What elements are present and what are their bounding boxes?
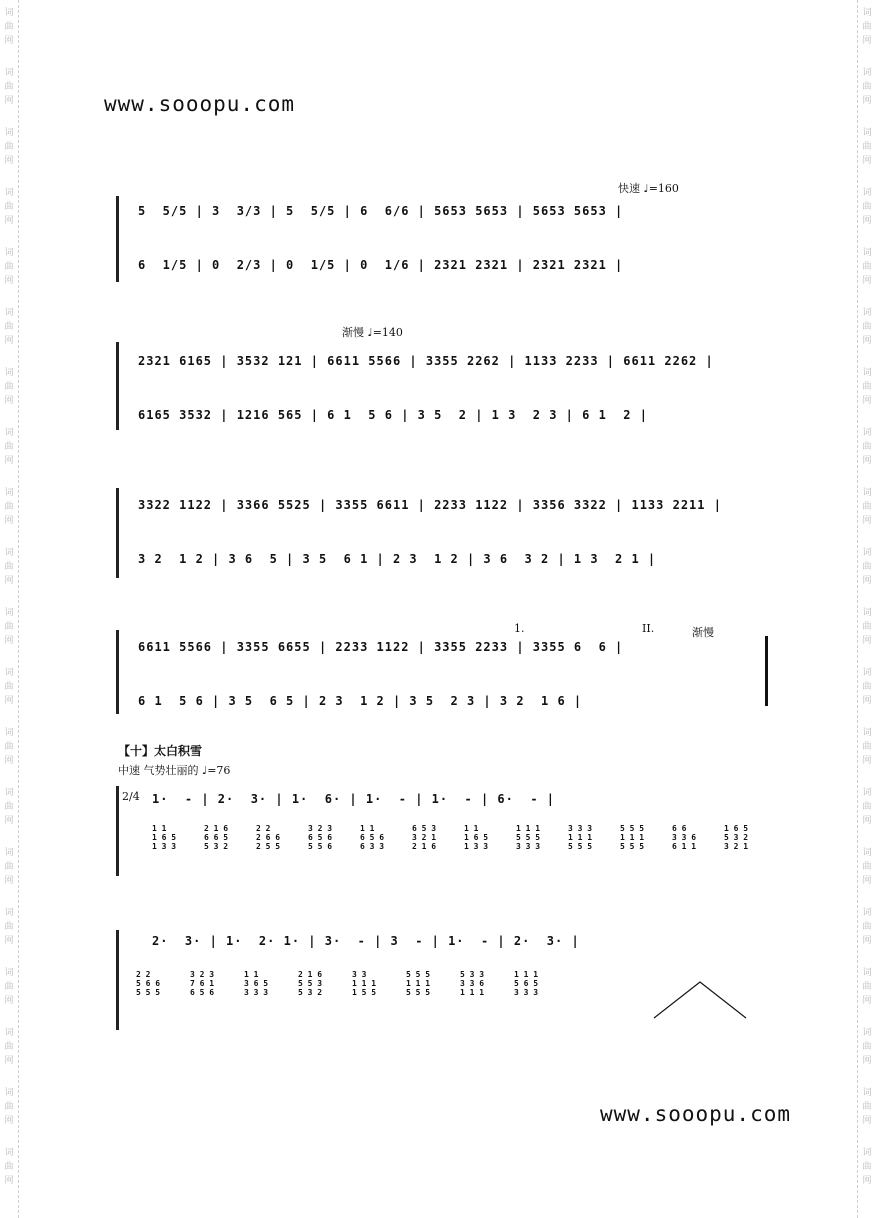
lower-staff-line: 6 1 5 6 | 3 5 6 5 | 2 3 1 2 | 3 5 2 3 | 3 2 1 6 | bbox=[138, 694, 583, 708]
watermark-glyph: 词 bbox=[4, 728, 14, 738]
watermark-glyph: 词 bbox=[862, 428, 872, 438]
watermark-glyph: 词 bbox=[4, 8, 14, 18]
volta-first-ending: 1. bbox=[514, 622, 525, 635]
score-system-5 bbox=[122, 786, 768, 876]
watermark-glyph: 曲 bbox=[4, 202, 14, 212]
watermark-glyph: 词 bbox=[862, 728, 872, 738]
watermark-glyph: 网 bbox=[4, 996, 14, 1006]
watermark-glyph: 词 bbox=[4, 188, 14, 198]
watermark-glyph: 曲 bbox=[862, 202, 872, 212]
volta-second-ending: II. bbox=[642, 622, 655, 635]
watermark-glyph: 曲 bbox=[862, 982, 872, 992]
chord-stack: 3 3 3 1 1 1 5 5 5 bbox=[568, 824, 593, 851]
watermark-glyph: 词 bbox=[862, 968, 872, 978]
watermark-glyph: 词 bbox=[862, 368, 872, 378]
system-brace bbox=[116, 630, 123, 714]
watermark-glyph: 网 bbox=[4, 696, 14, 706]
watermark-glyph: 网 bbox=[4, 1176, 14, 1186]
site-url-top[interactable]: www.sooopu.com bbox=[104, 92, 296, 116]
tempo-marking: 快速 ♩=160 bbox=[618, 182, 679, 195]
watermark-glyph: 词 bbox=[4, 128, 14, 138]
watermark-glyph: 网 bbox=[4, 636, 14, 646]
watermark-glyph: 词 bbox=[4, 68, 14, 78]
watermark-glyph: 曲 bbox=[4, 262, 14, 272]
watermark-glyph: 网 bbox=[4, 756, 14, 766]
watermark-glyph: 词 bbox=[862, 128, 872, 138]
watermark-glyph: 词 bbox=[862, 1148, 872, 1158]
watermark-glyph: 网 bbox=[4, 96, 14, 106]
watermark-glyph: 网 bbox=[862, 576, 872, 586]
watermark-glyph: 曲 bbox=[862, 322, 872, 332]
lower-staff-line: 3 2 1 2 | 3 6 5 | 3 5 6 1 | 2 3 1 2 | 3 6 3 2 | 1 3 2 1 | bbox=[138, 552, 657, 566]
watermark-glyph: 网 bbox=[4, 336, 14, 346]
watermark-glyph: 词 bbox=[4, 968, 14, 978]
chord-stack: 5 3 3 3 3 6 1 1 1 bbox=[460, 970, 485, 997]
watermark-glyph: 网 bbox=[862, 1116, 872, 1126]
chord-stack: 3 2 3 6 5 6 5 5 6 bbox=[308, 824, 333, 851]
watermark-glyph: 曲 bbox=[4, 922, 14, 932]
watermark-glyph: 曲 bbox=[4, 622, 14, 632]
watermark-glyph: 曲 bbox=[862, 502, 872, 512]
watermark-glyph: 词 bbox=[4, 668, 14, 678]
watermark-glyph: 曲 bbox=[862, 1162, 872, 1172]
watermark-glyph: 网 bbox=[4, 456, 14, 466]
watermark-glyph: 词 bbox=[4, 428, 14, 438]
watermark-glyph: 词 bbox=[4, 1148, 14, 1158]
watermark-glyph: 曲 bbox=[862, 442, 872, 452]
watermark-glyph: 词 bbox=[4, 908, 14, 918]
watermark-glyph: 词 bbox=[862, 308, 872, 318]
watermark-glyph: 曲 bbox=[862, 682, 872, 692]
watermark-glyph: 词 bbox=[862, 68, 872, 78]
watermark-glyph: 曲 bbox=[862, 562, 872, 572]
watermark-glyph: 曲 bbox=[862, 82, 872, 92]
watermark-glyph: 曲 bbox=[4, 562, 14, 572]
site-url-bottom[interactable]: www.sooopu.com bbox=[600, 1102, 792, 1126]
time-signature: 2/4 bbox=[122, 790, 140, 803]
chord-stack: 2 2 5 6 6 5 5 5 bbox=[136, 970, 161, 997]
watermark-glyph: 词 bbox=[862, 668, 872, 678]
section-title: 【十】太白积雪 bbox=[118, 744, 203, 758]
watermark-glyph: 词 bbox=[4, 308, 14, 318]
chord-stack: 6 6 3 3 6 6 1 1 bbox=[672, 824, 697, 851]
upper-staff-line: 5 5/5 | 3 3/3 | 5 5/5 | 6 6/6 | 5653 5653 | 5653 5653 | bbox=[138, 204, 624, 218]
watermark-glyph: 曲 bbox=[4, 1162, 14, 1172]
chord-stack: 2 1 6 5 5 3 5 3 2 bbox=[298, 970, 323, 997]
watermark-glyph: 网 bbox=[862, 936, 872, 946]
watermark-glyph: 网 bbox=[862, 96, 872, 106]
watermark-glyph: 曲 bbox=[4, 382, 14, 392]
watermark-glyph: 网 bbox=[862, 696, 872, 706]
watermark-glyph: 词 bbox=[4, 608, 14, 618]
watermark-glyph: 网 bbox=[4, 1116, 14, 1126]
watermark-glyph: 网 bbox=[862, 996, 872, 1006]
melody-line: 1· - | 2· 3· | 1· 6· | 1· - | 1· - | 6· - | bbox=[152, 792, 556, 806]
watermark-glyph: 曲 bbox=[4, 142, 14, 152]
chord-stack: 2 1 6 6 6 5 5 3 2 bbox=[204, 824, 229, 851]
watermark-glyph: 曲 bbox=[862, 382, 872, 392]
watermark-glyph: 网 bbox=[4, 876, 14, 886]
watermark-glyph: 网 bbox=[862, 1056, 872, 1066]
upper-staff-line: 6611 5566 | 3355 6655 | 2233 1122 | 3355 2233 | 3355 6 6 | bbox=[138, 640, 624, 654]
watermark-glyph: 词 bbox=[4, 488, 14, 498]
watermark-glyph: 词 bbox=[862, 248, 872, 258]
watermark-glyph: 词 bbox=[862, 1088, 872, 1098]
watermark-glyph: 网 bbox=[862, 336, 872, 346]
chord-stack: 5 5 5 1 1 1 5 5 5 bbox=[406, 970, 431, 997]
chord-stack: 3 2 3 7 6 1 6 5 6 bbox=[190, 970, 215, 997]
watermark-glyph: 网 bbox=[4, 1056, 14, 1066]
watermark-glyph: 网 bbox=[862, 1176, 872, 1186]
watermark-glyph: 词 bbox=[4, 1028, 14, 1038]
watermark-glyph: 曲 bbox=[862, 142, 872, 152]
watermark-glyph: 词 bbox=[862, 1028, 872, 1038]
watermark-glyph: 网 bbox=[862, 636, 872, 646]
watermark-glyph: 网 bbox=[862, 216, 872, 226]
watermark-glyph: 词 bbox=[862, 548, 872, 558]
watermark-glyph: 网 bbox=[862, 516, 872, 526]
system-brace bbox=[116, 342, 123, 430]
tremolo-figure bbox=[650, 978, 750, 1022]
watermark-glyph: 词 bbox=[862, 608, 872, 618]
watermark-glyph: 词 bbox=[862, 8, 872, 18]
chord-stack: 1 1 1 6 5 1 3 3 bbox=[464, 824, 489, 851]
system-brace bbox=[116, 488, 123, 578]
watermark-glyph: 词 bbox=[4, 788, 14, 798]
watermark-glyph: 曲 bbox=[4, 802, 14, 812]
watermark-glyph: 词 bbox=[4, 248, 14, 258]
watermark-glyph: 网 bbox=[862, 396, 872, 406]
watermark-glyph: 词 bbox=[862, 788, 872, 798]
watermark-glyph: 网 bbox=[4, 156, 14, 166]
watermark-glyph: 曲 bbox=[4, 1042, 14, 1052]
watermark-glyph: 曲 bbox=[4, 1102, 14, 1112]
watermark-glyph: 曲 bbox=[862, 922, 872, 932]
watermark-glyph: 曲 bbox=[4, 742, 14, 752]
system-brace bbox=[116, 196, 123, 282]
chord-stack: 6 5 3 3 2 1 2 1 6 bbox=[412, 824, 437, 851]
watermark-glyph: 词 bbox=[862, 188, 872, 198]
watermark-glyph: 曲 bbox=[862, 262, 872, 272]
watermark-glyph: 词 bbox=[4, 1088, 14, 1098]
watermark-glyph: 曲 bbox=[4, 982, 14, 992]
chord-stack: 3 3 1 1 1 1 5 5 bbox=[352, 970, 377, 997]
watermark-glyph: 词 bbox=[4, 848, 14, 858]
watermark-glyph: 网 bbox=[862, 816, 872, 826]
chord-stack: 1 1 1 5 6 5 3 3 3 bbox=[514, 970, 539, 997]
watermark-glyph: 网 bbox=[4, 276, 14, 286]
score-system-3 bbox=[122, 488, 768, 578]
tempo-marking: 渐慢 ♩=140 bbox=[342, 326, 403, 339]
watermark-glyph: 词 bbox=[862, 488, 872, 498]
watermark-glyph: 曲 bbox=[4, 442, 14, 452]
watermark-glyph: 曲 bbox=[4, 82, 14, 92]
chord-stack: 1 1 6 5 6 6 3 3 bbox=[360, 824, 385, 851]
watermark-glyph: 曲 bbox=[4, 682, 14, 692]
watermark-glyph: 曲 bbox=[862, 622, 872, 632]
watermark-glyph: 曲 bbox=[4, 322, 14, 332]
final-barline bbox=[765, 636, 768, 706]
score-system-4 bbox=[122, 622, 768, 714]
section-subtitle: 中速 气势壮丽的 ♩=76 bbox=[118, 764, 231, 777]
watermark-glyph: 网 bbox=[4, 816, 14, 826]
watermark-glyph: 曲 bbox=[862, 742, 872, 752]
upper-staff-line: 3322 1122 | 3366 5525 | 3355 6611 | 2233 1122 | 3356 3322 | 1133 2211 | bbox=[138, 498, 722, 512]
watermark-glyph: 网 bbox=[862, 36, 872, 46]
watermark-glyph: 网 bbox=[862, 756, 872, 766]
chord-stack: 2 2 2 6 6 2 5 5 bbox=[256, 824, 281, 851]
watermark-glyph: 词 bbox=[862, 908, 872, 918]
chord-stack: 1 1 3 6 5 3 3 3 bbox=[244, 970, 269, 997]
watermark-glyph: 网 bbox=[862, 276, 872, 286]
watermark-glyph: 网 bbox=[862, 456, 872, 466]
score-system-2 bbox=[122, 326, 768, 430]
watermark-glyph: 曲 bbox=[862, 802, 872, 812]
watermark-glyph: 词 bbox=[862, 848, 872, 858]
melody-line: 2· 3· | 1· 2· 1· | 3· - | 3 - | 1· - | 2· 3· | bbox=[152, 934, 580, 948]
watermark-glyph: 曲 bbox=[862, 1042, 872, 1052]
chord-stack: 1 1 1 6 5 1 3 3 bbox=[152, 824, 177, 851]
score-system-6 bbox=[122, 930, 768, 1030]
watermark-glyph: 网 bbox=[4, 396, 14, 406]
watermark-glyph: 曲 bbox=[862, 22, 872, 32]
watermark-glyph: 曲 bbox=[4, 862, 14, 872]
watermark-glyph: 词 bbox=[4, 548, 14, 558]
upper-staff-line: 2321 6165 | 3532 121 | 6611 5566 | 3355 2262 | 1133 2233 | 6611 2262 | bbox=[138, 354, 714, 368]
watermark-glyph: 网 bbox=[4, 516, 14, 526]
watermark-glyph: 网 bbox=[4, 216, 14, 226]
watermark-glyph: 网 bbox=[4, 36, 14, 46]
chord-stack: 1 6 5 5 3 2 3 2 1 bbox=[724, 824, 749, 851]
watermark-glyph: 网 bbox=[862, 876, 872, 886]
chord-stack: 1 1 1 5 5 5 3 3 3 bbox=[516, 824, 541, 851]
watermark-glyph: 网 bbox=[862, 156, 872, 166]
chord-stack: 5 5 5 1 1 1 5 5 5 bbox=[620, 824, 645, 851]
tempo-marking: 渐慢 bbox=[692, 626, 714, 639]
watermark-glyph: 曲 bbox=[4, 22, 14, 32]
watermark-glyph: 网 bbox=[4, 936, 14, 946]
system-brace bbox=[116, 930, 123, 1030]
score-system-1 bbox=[122, 182, 768, 282]
watermark-glyph: 网 bbox=[4, 576, 14, 586]
watermark-glyph: 词 bbox=[4, 368, 14, 378]
watermark-glyph: 曲 bbox=[4, 502, 14, 512]
watermark-glyph: 曲 bbox=[862, 1102, 872, 1112]
lower-staff-line: 6 1/5 | 0 2/3 | 0 1/5 | 0 1/6 | 2321 2321 | 2321 2321 | bbox=[138, 258, 624, 272]
watermark-glyph: 曲 bbox=[862, 862, 872, 872]
lower-staff-line: 6165 3532 | 1216 565 | 6 1 5 6 | 3 5 2 | 1 3 2 3 | 6 1 2 | bbox=[138, 408, 648, 422]
